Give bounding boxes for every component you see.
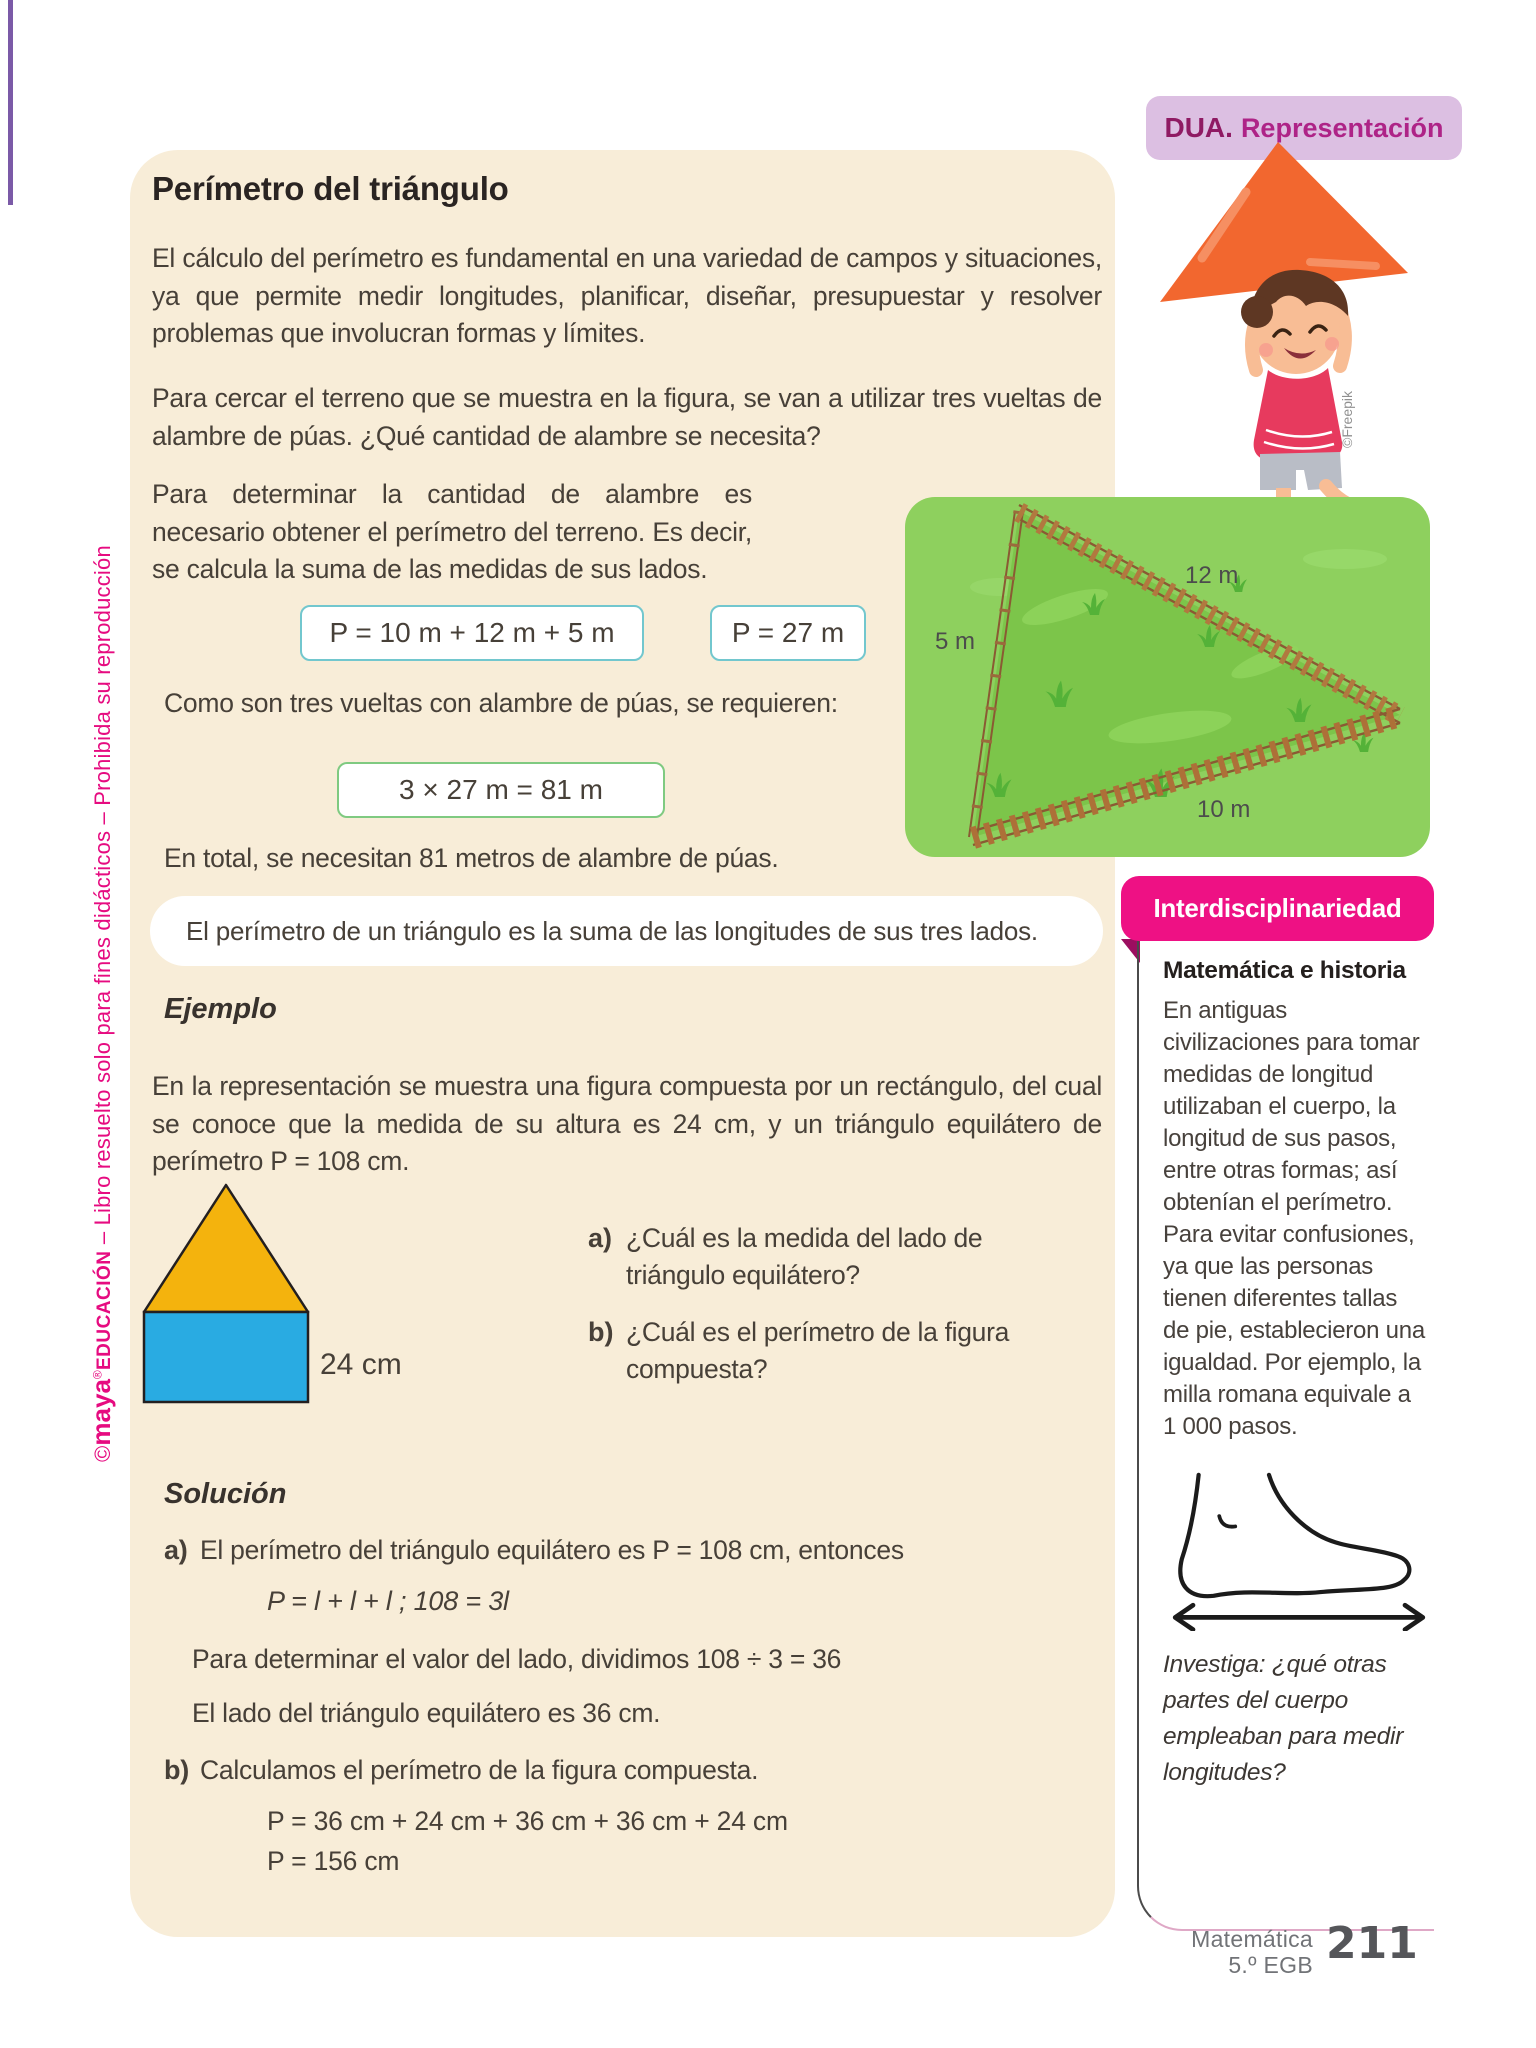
solution-a (164, 1532, 1084, 1569)
registered-icon: ® (90, 1370, 105, 1380)
solution-b-formula-result: P = 156 cm (267, 1846, 400, 1876)
definition-text: El perímetro de un triángulo es la suma de las longitudes de sus tres lados. (186, 915, 1038, 946)
page-number: 211 (1326, 1918, 1418, 1969)
interdisciplinary-panel (1137, 941, 1434, 1931)
total-wire-formula: 3 × 27 m = 81 m (399, 774, 603, 805)
vertical-copyright (86, 545, 117, 1462)
foot-outline (1180, 1475, 1409, 1596)
perimeter-result-box (710, 605, 866, 661)
total-wire-formula-box (337, 762, 665, 818)
solution-b-label: b) (164, 1755, 189, 1785)
method-paragraph: Para determinar la cantidad de alambre es necesario obtener el perímetro del terreno. Es decir, se calcula la suma de las medidas de sus lados. (152, 479, 752, 584)
lesson-panel (130, 150, 1115, 1937)
question-list (588, 1220, 1058, 1408)
solution-heading: Solución (164, 1478, 287, 1510)
side-label-10m: 10 m (1197, 796, 1251, 823)
conclusion-paragraph: En total, se necesitan 81 metros de alambre de púas. (164, 843, 779, 873)
sidebar-heading: Matemática e historia (1163, 957, 1406, 984)
solution-a-text: El perímetro del triángulo equilátero es P = 108 cm, entonces (200, 1535, 904, 1565)
solution-b-formula-sum: P = 36 cm + 24 cm + 36 cm + 36 cm + 24 cm (267, 1806, 788, 1836)
composite-figure (142, 1182, 322, 1404)
question-a-text: ¿Cuál es la medida del lado de triángulo equilátero? (626, 1223, 983, 1290)
example-intro: En la representación se muestra una figura compuesta por un rectángulo, del cual se conoce que la medida de su altura es 24 cm, y un triángulo equilátero de perímetro P = 108 cm. (152, 1071, 1102, 1176)
equilateral-triangle-shape (144, 1185, 308, 1312)
solution-a-label: a) (164, 1535, 188, 1565)
solution-b-text: Calculamos el perímetro de la figura compuesta. (200, 1755, 759, 1785)
side-label-5m: 5 m (935, 628, 976, 655)
page-title: Perímetro del triángulo (152, 170, 509, 207)
dua-label: DUA. (1164, 112, 1233, 143)
fenced-field-illustration (905, 497, 1430, 857)
freepik-credit: ©Freepik (1339, 391, 1355, 448)
question-a-label: a) (588, 1223, 613, 1253)
solution-b (164, 1752, 1084, 1789)
sidebar-body-text: En antiguas civilizaciones para tomar medidas de longitud utilizaban el cuerpo, la longitud de sus pasos, entre otras formas; así obtenían el perímetro. Para evitar confusiones, ya que las personas tienen diferentes tallas de pie, establecieron una igualdad. Por ejemplo, la milla romana equivale a 1 000 pasos. (1163, 997, 1425, 1440)
foot-measure-illustration (1163, 1465, 1435, 1631)
copyright-notice: – Libro resuelto solo para fines didácticos – Prohibida su reproducción (90, 545, 115, 1251)
solution-a-formula: P = l + l + l ; 108 = 3l (267, 1586, 509, 1616)
solution-a-step: Para determinar el valor del lado, dividimos 108 ÷ 3 = 36 (192, 1644, 842, 1674)
footer-subject-block (1191, 1926, 1313, 1978)
perimeter-sum-formula-box (300, 605, 644, 661)
publisher-name: EDUCACIÓN (94, 1250, 115, 1371)
example-heading: Ejemplo (164, 993, 277, 1025)
definition-box (150, 896, 1103, 966)
perimeter-sum-formula: P = 10 m + 12 m + 5 m (329, 617, 615, 648)
three-loops-paragraph: Como son tres vueltas con alambre de púas, se requieren: (164, 688, 838, 718)
perimeter-result: P = 27 m (731, 617, 845, 648)
dua-representation-label: Representación (1240, 112, 1444, 143)
sidebar-investigate-text: Investiga: ¿qué otras partes del cuerpo empleaban para medir longitudes? (1163, 1651, 1404, 1786)
question-b-text: ¿Cuál es el perímetro de la figura compuesta? (626, 1317, 1010, 1384)
problem-paragraph: Para cercar el terreno que se muestra en la figura, se van a utilizar tres vueltas de alambre de púas. ¿Qué cantidad de alambre se necesita? (152, 383, 1102, 451)
interdisciplinary-tag-label: Interdisciplinariedad (1153, 893, 1402, 923)
intro-paragraph: El cálculo del perímetro es fundamental en una variedad de campos y situaciones, ya que permite medir longitudes, planificar, diseñar, presupuestar y resolver problemas que involucran formas y límites. (152, 243, 1102, 348)
rectangle-shape (144, 1312, 308, 1402)
side-label-12m: 12 m (1185, 562, 1239, 589)
footer-grade: 5.º EGB (1228, 1952, 1313, 1978)
copyright-symbol: © (90, 1445, 115, 1462)
question-b-label: b) (588, 1317, 614, 1347)
solution-a-result: El lado del triángulo equilátero es 36 cm. (192, 1698, 661, 1728)
interdisciplinary-tag (1121, 876, 1434, 941)
question-b (588, 1314, 1058, 1388)
length-arrow (1175, 1605, 1423, 1629)
page-edge-accent (8, 0, 13, 205)
question-a (588, 1220, 1058, 1294)
footer-subject: Matemática (1191, 1926, 1313, 1952)
height-label: 24 cm (320, 1348, 402, 1381)
publisher-logo: maya (86, 1379, 116, 1446)
